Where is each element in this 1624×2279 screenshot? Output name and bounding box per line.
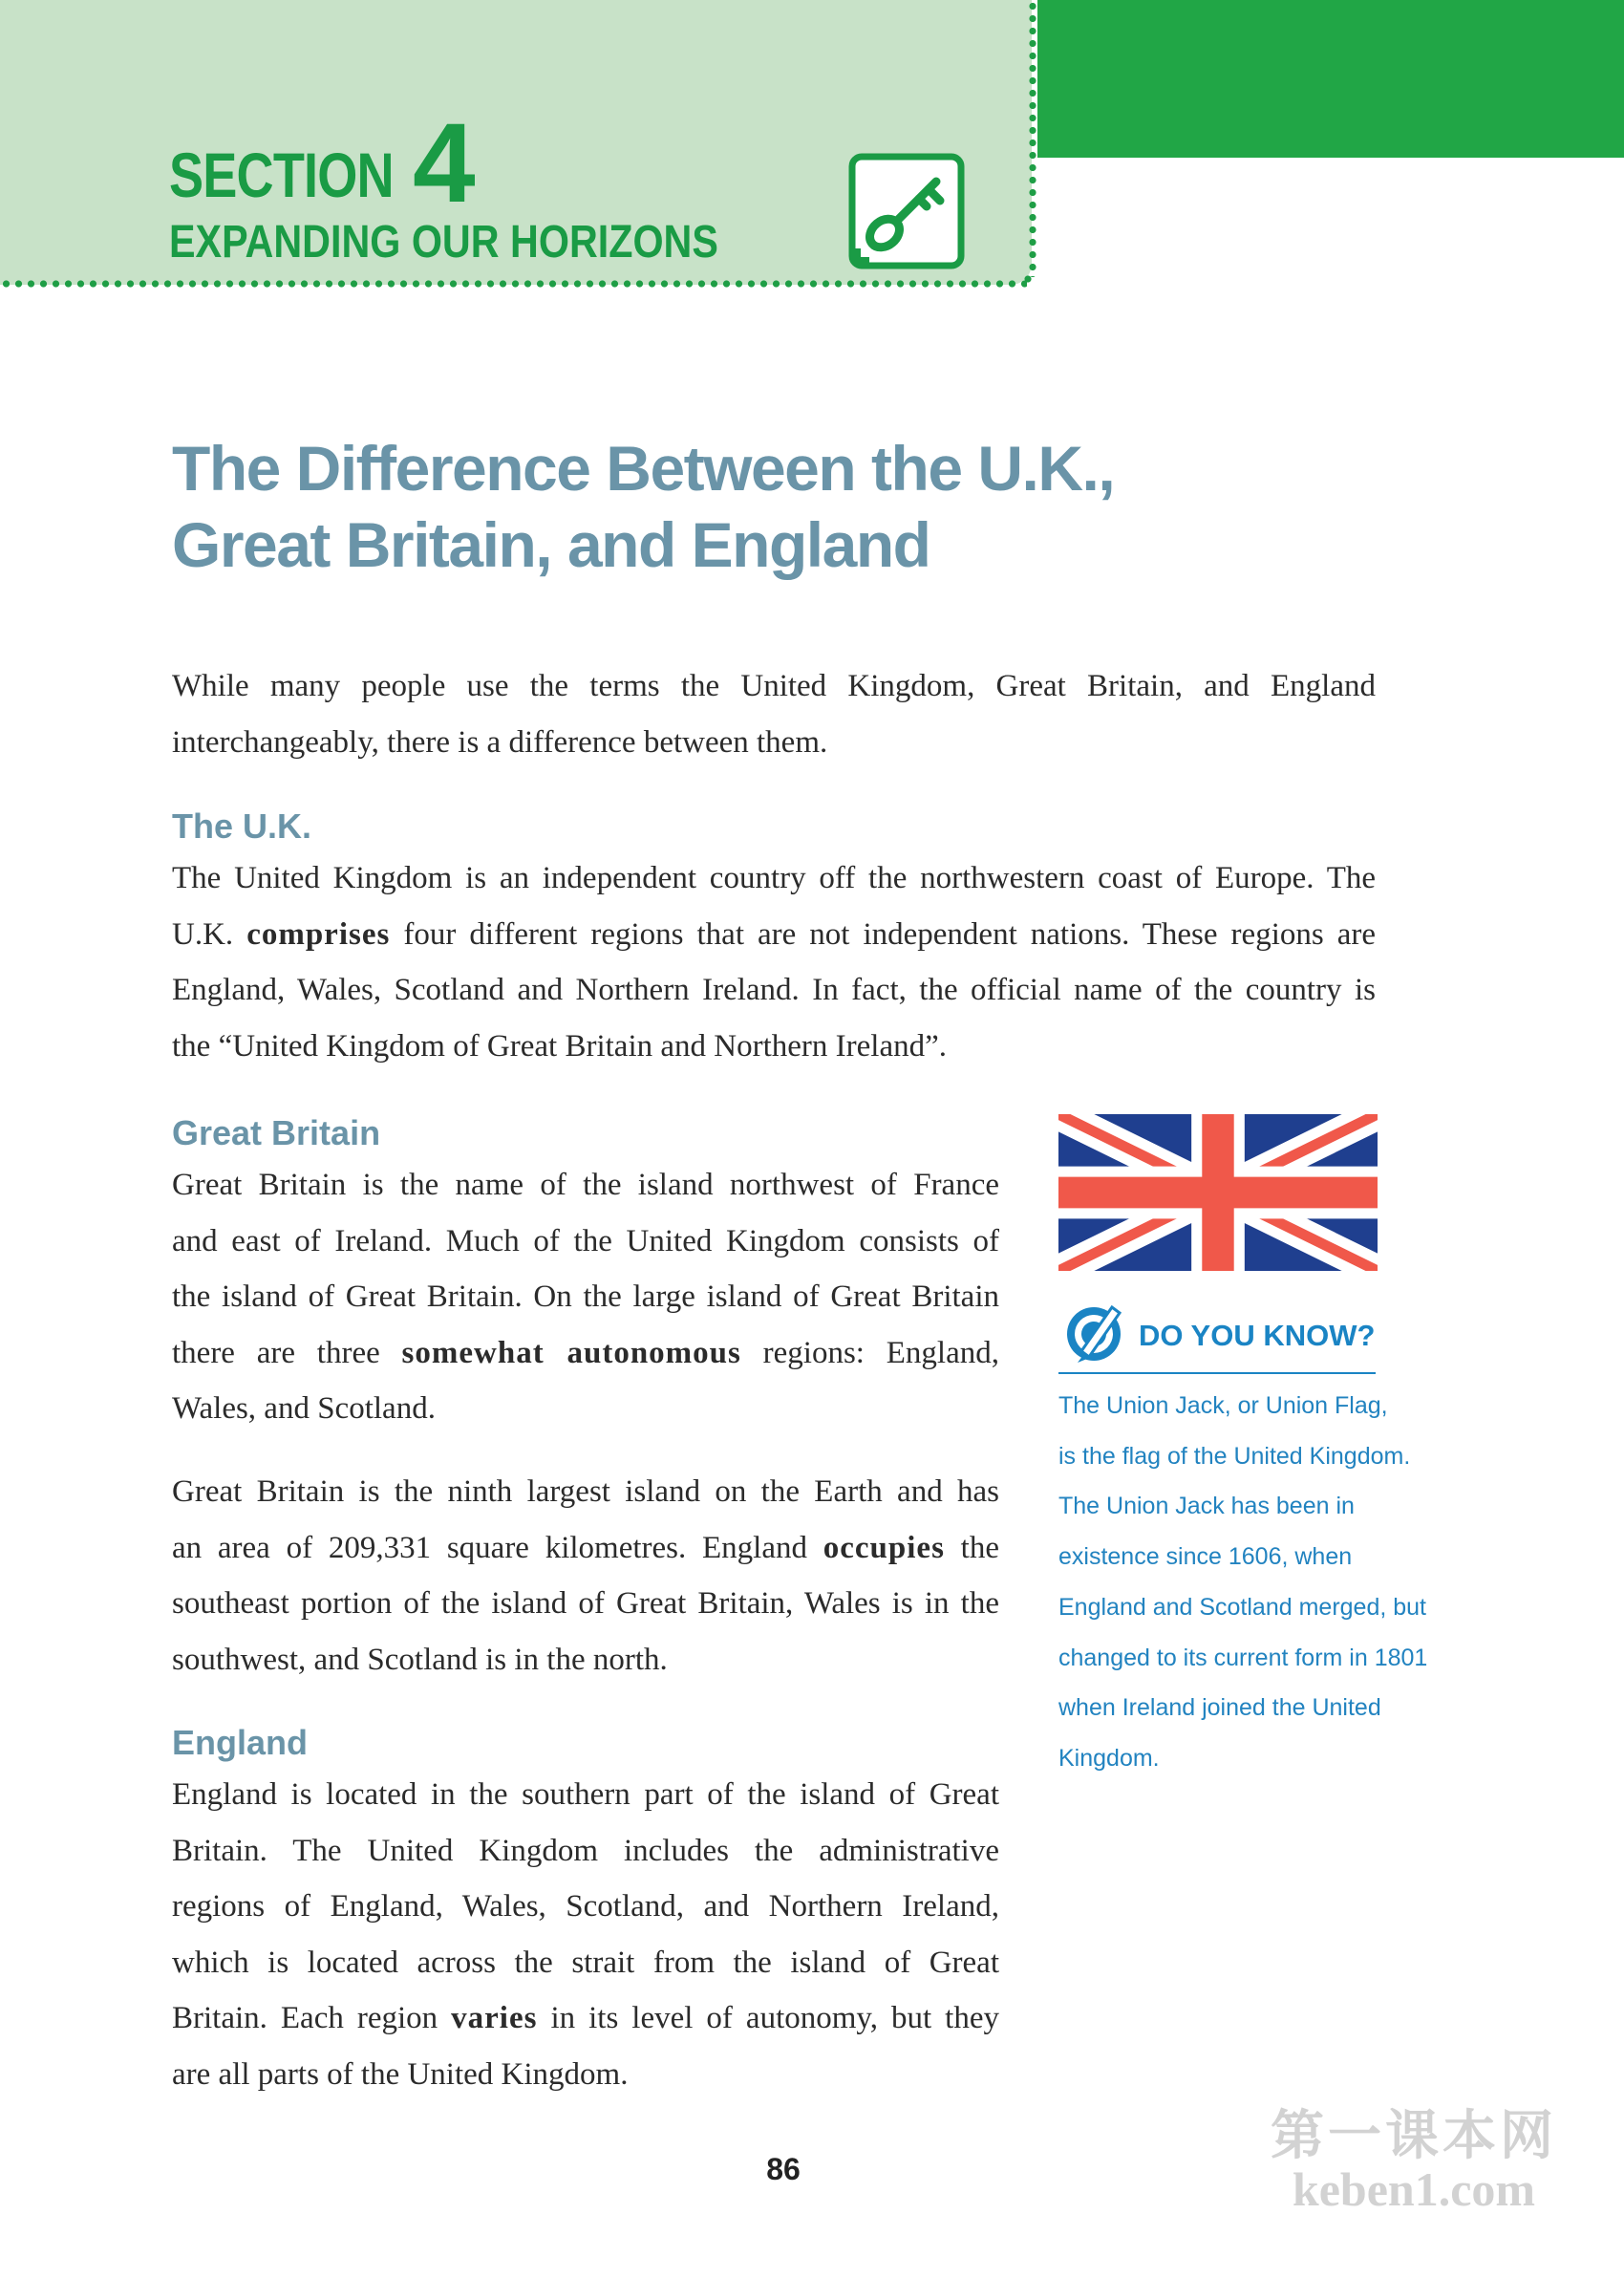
sidebar-divider <box>1058 1372 1376 1374</box>
sidebar-line: is the flag of the United Kingdom. <box>1058 1442 1411 1470</box>
sidebar-line: changed to its current form in 1801 <box>1058 1644 1428 1671</box>
great-britain-paragraph-1 <box>172 1157 999 1437</box>
intro-line: While many people use the terms the United Kingdom, Great Britain, and England <box>172 669 1376 703</box>
section-subtitle: EXPANDING OUR HORIZONS <box>169 217 718 268</box>
sidebar-line: The Union Jack, or Union Flag, <box>1058 1392 1388 1419</box>
uk-line: the “United Kingdom of Great Britain and Northern Ireland”. <box>172 1028 947 1064</box>
gb-line: Great Britain is the name of the island northwest of France <box>172 1168 999 1202</box>
keyword-comprises: comprises <box>246 916 391 952</box>
key-icon <box>848 153 965 269</box>
gb-line: an area of 209,331 square kilometres. England occupies the <box>172 1530 999 1565</box>
intro-line: interchangeably, there is a difference between them. <box>172 724 828 760</box>
union-jack-flag-image <box>1058 1114 1378 1271</box>
gb-line: and east of Ireland. Much of the United Kingdom consists of <box>172 1223 999 1258</box>
sidebar-line: Kingdom. <box>1058 1744 1160 1772</box>
uk-line: The United Kingdom is an independent country off the northwestern coast of Europe. The <box>172 861 1376 895</box>
keyword-occupies: occupies <box>823 1530 945 1565</box>
england-line: England is located in the southern part of the island of Great <box>172 1777 999 1812</box>
do-you-know-text <box>1058 1381 1428 1784</box>
gb-line: Wales, and Scotland. <box>172 1391 436 1426</box>
uk-line: U.K. comprises four different regions that are not independent nations. These regions are <box>172 916 1377 952</box>
england-line: are all parts of the United Kingdom. <box>172 2056 629 2092</box>
sidebar-line: when Ireland joined the United <box>1058 1694 1381 1722</box>
england-line: which is located across the strait from the island of Great <box>172 1945 999 1980</box>
gb-line: southeast portion of the island of Great Britain, Wales is in the <box>172 1586 999 1621</box>
dotted-border-corner <box>1022 273 1034 285</box>
intro-paragraph <box>172 658 1376 770</box>
england-line: regions of England, Wales, Scotland, and Northern Ireland, <box>172 1889 999 1924</box>
watermark-line-2: keben1.com <box>1292 2162 1536 2216</box>
gb-line: southwest, and Scotland is in the north. <box>172 1642 668 1677</box>
page-title <box>172 430 1223 583</box>
watermark <box>1271 2105 1557 2216</box>
gb-line: the island of Great Britain. On the large island of Great Britain <box>172 1279 999 1314</box>
sidebar-line: The Union Jack has been in <box>1058 1493 1355 1520</box>
sidebar-line: England and Scotland merged, but <box>1058 1593 1426 1621</box>
england-line: Britain. Each region varies in its level of autonomy, but they <box>172 2001 999 2035</box>
section-number: 4 <box>413 100 476 226</box>
england-line: Britain. The United Kingdom includes the administrative <box>172 1833 999 1868</box>
pen-badge-icon <box>1062 1298 1129 1365</box>
sidebar-line: existence since 1606, when <box>1058 1543 1353 1571</box>
gb-line: there are three somewhat autonomous regions: England, <box>172 1335 999 1370</box>
keyword-somewhat-autonomous: somewhat autonomous <box>401 1335 741 1370</box>
dotted-border-right <box>1028 0 1037 277</box>
heading-england: England <box>172 1723 308 1762</box>
page-number: 86 <box>766 2152 801 2186</box>
great-britain-paragraph-2 <box>172 1464 999 1688</box>
uk-line: England, Wales, Scotland and Northern Ireland. In fact, the official name of the country is <box>172 973 1376 1007</box>
england-paragraph <box>172 1767 999 2102</box>
page-title-line-1: The Difference Between the U.K., <box>172 433 1115 504</box>
do-you-know-label: DO YOU KNOW? <box>1139 1319 1376 1352</box>
dotted-border-bottom <box>0 279 1027 289</box>
keyword-varies: varies <box>451 2001 538 2035</box>
uk-paragraph <box>172 850 1376 1074</box>
header-green-bar <box>1037 0 1624 158</box>
page-title-line-2: Great Britain, and England <box>172 509 930 580</box>
heading-great-britain: Great Britain <box>172 1113 381 1152</box>
section-label: SECTION <box>169 140 394 210</box>
heading-uk: The U.K. <box>172 806 312 846</box>
gb-line: Great Britain is the ninth largest island on the Earth and has <box>172 1474 999 1509</box>
watermark-line-1: 第一课本网 <box>1271 2105 1557 2167</box>
